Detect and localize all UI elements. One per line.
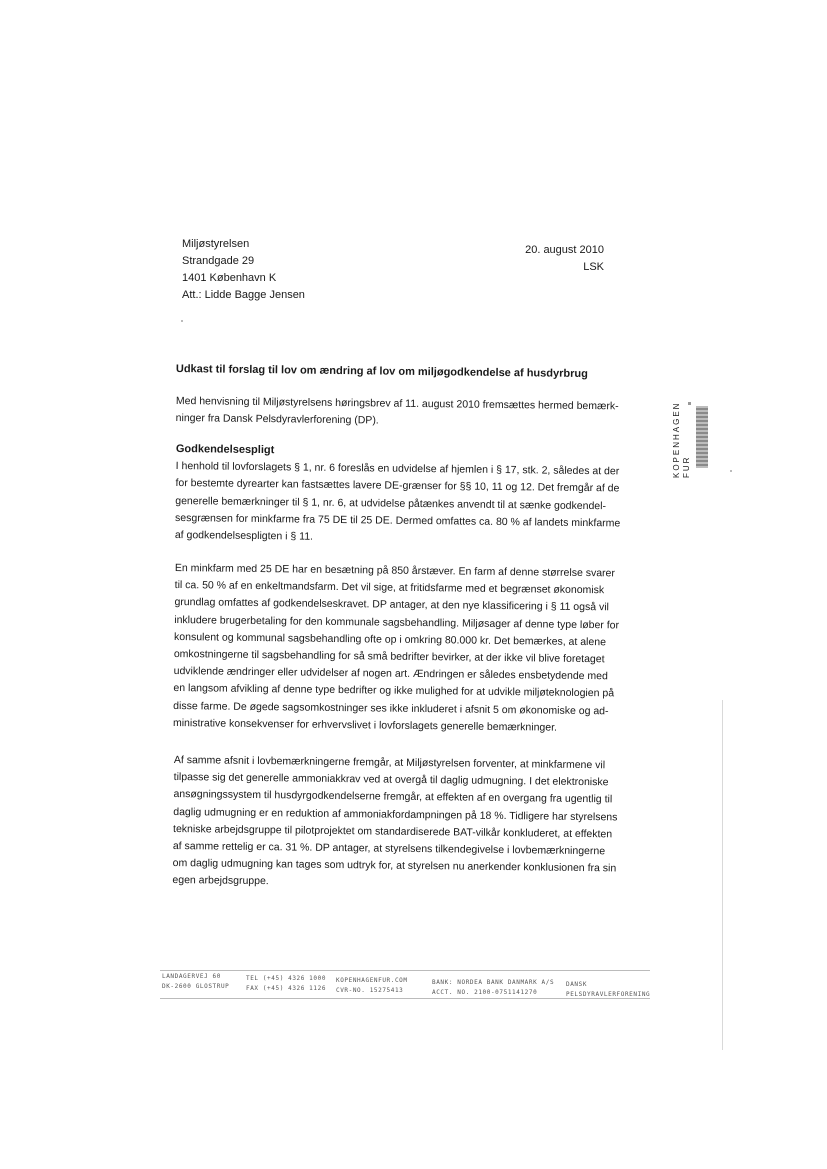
intro-paragraph <box>176 393 619 433</box>
footer-address <box>162 972 229 992</box>
text-line: En minkfarm med 25 DE har en besætning på 850 årstæver. En farm af denne størrelse svarer <box>174 561 615 580</box>
text-line: I henhold til lovforslagets § 1, nr. 6 foreslås en udvidelse af hjemlen i § 17, stk. 2, således at der <box>175 460 620 478</box>
footer-line: BANK: NORDEA BANK DANMARK A/S <box>432 979 555 986</box>
text-line: grundlag omfattes af godkendelseskravet. DP antager, at den nye klassificering i § 11 også vil <box>174 596 609 614</box>
letter-initials: LSK <box>583 261 604 273</box>
footer-org <box>566 980 650 1000</box>
paragraph-3 <box>172 752 618 895</box>
logo-wordmark-fur: FUR <box>682 455 691 478</box>
text-line: daglig udmugning er en reduktion af ammoniakfordampningen på 18 %. Tidligere har styrelsens <box>173 805 618 823</box>
footer-bank <box>432 978 554 998</box>
letter-meta <box>480 242 604 276</box>
paragraph-2 <box>173 560 620 737</box>
logo-wordmark: KOPENHAGEN <box>672 401 681 478</box>
recipient-line: Strandgade 29 <box>182 255 255 267</box>
scan-speck <box>181 320 183 322</box>
letter-date: 20. august 2010 <box>525 244 604 256</box>
footer-line: PELSDYRAVLERFORENING <box>566 991 651 998</box>
letter-subject: Udkast til forslag til lov om ændring af lov om miljøgodkendelse af husdyrbrug <box>175 363 588 381</box>
footer-line: CVR-NO. 15275413 <box>336 987 404 994</box>
footer-phone <box>246 974 326 994</box>
footer-line: TEL (+45) 4326 1000 <box>246 975 327 982</box>
section-heading: Godkendelsespligt <box>175 442 275 457</box>
recipient-line: Miljøstyrelsen <box>182 238 250 250</box>
text-line: Med henvisning til Miljøstyrelsens høringsbrev af 11. august 2010 fremsættes hermed bemærk- <box>175 394 619 413</box>
logo-bar-graphic <box>696 406 708 468</box>
text-line: tilpasse sig det generelle ammoniakkrav ved at overgå til daglig udmugning. I det elektroniske <box>173 771 609 789</box>
footer-line: LANDAGERVEJ 60 <box>162 973 221 980</box>
recipient-address <box>182 236 305 304</box>
text-line: omkostningerne til sagsbehandling for så små bedrifter bevirker, at der ikke vil blive foretaget <box>173 647 605 666</box>
logo-mark <box>688 402 691 405</box>
scan-edge-line <box>722 700 723 1050</box>
text-line: tekniske arbejdsgruppe til pilotprojektet om standardiserede BAT-vilkår konkluderet, at effekten <box>172 822 613 841</box>
text-line: ansøgningssystem til husdyrgodkendelserne fremgår, at effekten af en overgang fra ugentlig til <box>173 788 613 806</box>
text-line: egen arbejdsgruppe. <box>172 874 269 888</box>
text-line: om daglig udmugning kan tages som udtryk for, at styrelsen nu anerkender konklusionen fra sin <box>172 857 617 875</box>
text-line: af godkendelsespligten i § 11. <box>174 528 314 543</box>
text-line: udviklende ændringer eller udvidelser af nogen art. Ændringen er således ensbetydende med <box>173 665 608 683</box>
scan-speck <box>730 470 732 472</box>
recipient-line: 1401 København K <box>182 272 277 284</box>
text-line: af samme rettelig er ca. 31 %. DP antager, at styrelsens tilkendegivelse i lovbemærkningerne <box>172 839 606 858</box>
text-line: til ca. 50 % af en enkeltmandsfarm. Det vil sige, at fritidsfarme med et begrænset økonomisk <box>174 579 605 597</box>
text-line: Af samme afsnit i lovbemærkningerne fremgår, at Miljøstyrelsen forventer, at minkfarmene vil <box>173 753 606 772</box>
footer-line: KOPENHAGENFUR.COM <box>336 977 408 984</box>
text-line: ninger fra Dansk Pelsdyravlerforening (DP). <box>175 412 379 427</box>
text-line: inkludere brugerbetaling for den kommunale sagsbehandling. Miljøsager af denne type løber for <box>174 613 620 631</box>
recipient-line: Att.: Lidde Bagge Jensen <box>182 289 305 301</box>
footer-line: FAX (+45) 4326 1126 <box>246 985 327 992</box>
text-line: for bestemte dyrearter kan fastsættes lavere DE-grænser for §§ 10, 11 og 12. Det fremgår af de <box>175 477 620 495</box>
text-line: konsulent og kommunal sagsbehandling ofte op i omkring 80.000 kr. Det bemærkes, at alene <box>173 630 607 649</box>
footer-rule-top <box>160 970 650 971</box>
section-godkendelsespligt <box>175 441 621 550</box>
text-line: disse farme. De øgede sagsomkostninger ses ikke inkluderet i afsnit 5 om økonomiske og ad- <box>173 699 609 717</box>
footer-web <box>336 976 408 996</box>
letter-footer <box>160 968 650 1008</box>
kopenhagen-fur-logo <box>672 400 712 480</box>
text-line: sesgrænsen for minkfarme fra 75 DE til 25 DE. Dermed omfattes ca. 80 % af landets minkfarme <box>174 511 621 530</box>
text-line: ministrative konsekvenser for erhvervslivet i lovforslagets generelle bemærkninger. <box>172 716 558 734</box>
text-line: en langsom afvikling af denne type bedrifter og ikke mulighed for at udvikle miljøteknologien på <box>173 682 615 700</box>
footer-line: DK-2600 GLOSTRUP <box>162 983 230 990</box>
footer-line: ACCT. NO. 2100-0751141270 <box>432 989 538 996</box>
footer-line: DANSK <box>566 981 588 988</box>
text-line: generelle bemærkninger til § 1, nr. 6, at udvidelse påtænkes anvendt til at sænke godkendel- <box>175 494 607 512</box>
